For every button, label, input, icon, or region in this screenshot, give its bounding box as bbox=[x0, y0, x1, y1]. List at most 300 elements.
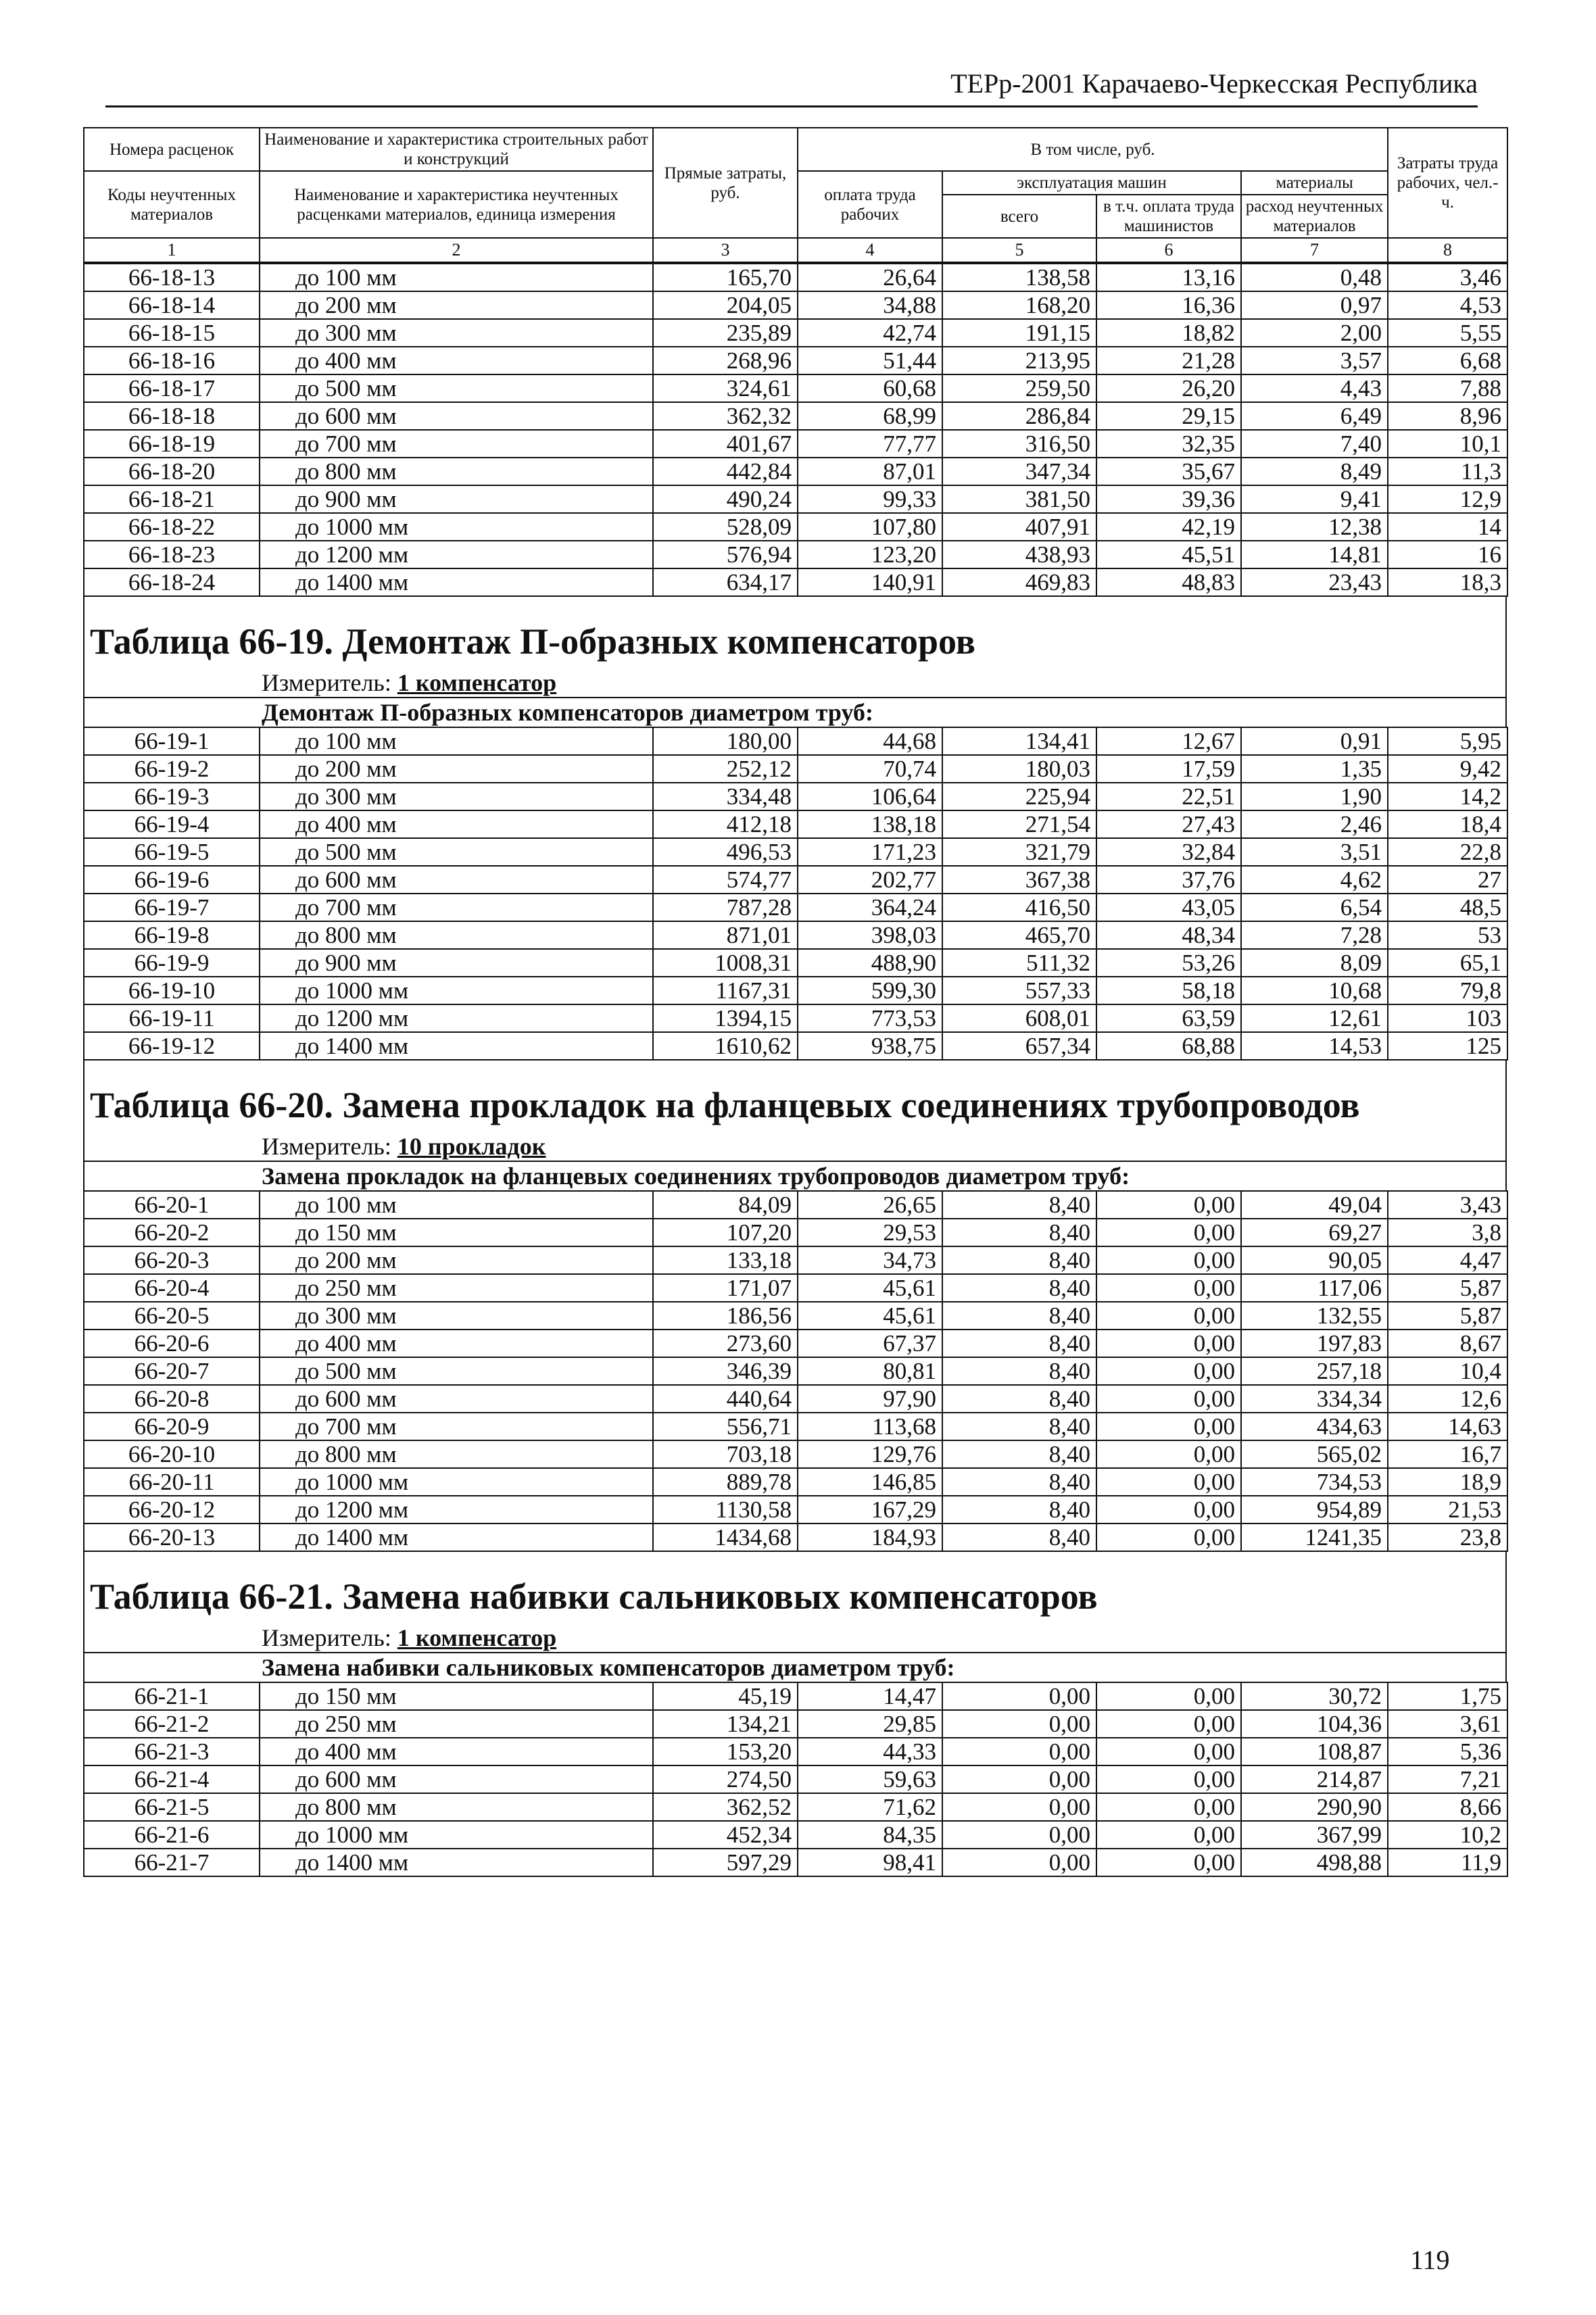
header-material-name: Наименование и характеристика неучтенных расценками материалов, единица измерения bbox=[260, 171, 653, 238]
table-row bbox=[84, 541, 1507, 568]
cost-value: 5,36 bbox=[1388, 1738, 1507, 1765]
pipe-diameter: до 1000 мм bbox=[260, 1821, 653, 1849]
cost-value: 70,74 bbox=[798, 755, 942, 783]
rate-code: 66-18-13 bbox=[84, 264, 260, 291]
column-index: 2 bbox=[260, 238, 653, 262]
cost-value: 180,03 bbox=[942, 755, 1096, 783]
cost-value: 0,00 bbox=[1096, 1524, 1241, 1551]
measure-unit bbox=[84, 1624, 1505, 1653]
cost-value: 168,20 bbox=[942, 291, 1096, 319]
cost-value: 7,21 bbox=[1388, 1765, 1507, 1793]
rate-code: 66-19-4 bbox=[84, 810, 260, 838]
cost-value: 235,89 bbox=[653, 319, 798, 347]
cost-value: 27 bbox=[1388, 866, 1507, 894]
cost-value: 80,81 bbox=[798, 1357, 942, 1385]
rate-code: 66-19-2 bbox=[84, 755, 260, 783]
cost-value: 10,1 bbox=[1388, 430, 1507, 458]
pipe-diameter: до 1400 мм bbox=[260, 1032, 653, 1060]
pipe-diameter: до 300 мм bbox=[260, 319, 653, 347]
pipe-diameter: до 150 мм bbox=[260, 1682, 653, 1710]
cost-value: 23,43 bbox=[1241, 568, 1388, 596]
cost-value: 30,72 bbox=[1241, 1682, 1388, 1710]
cost-value: 334,48 bbox=[653, 783, 798, 810]
cost-value: 440,64 bbox=[653, 1385, 798, 1413]
header-work-name: Наименование и характеристика строительных работ и конструкций bbox=[260, 128, 653, 171]
cost-value: 401,67 bbox=[653, 430, 798, 458]
page-header: ТЕРр-2001 Карачаево-Черкесская Республика bbox=[950, 68, 1478, 99]
table-row bbox=[84, 374, 1507, 402]
rate-code: 66-20-3 bbox=[84, 1246, 260, 1274]
cost-value: 113,68 bbox=[798, 1413, 942, 1440]
cost-value: 202,77 bbox=[798, 866, 942, 894]
cost-value: 1241,35 bbox=[1241, 1524, 1388, 1551]
cost-value: 1167,31 bbox=[653, 977, 798, 1004]
cost-value: 5,95 bbox=[1388, 727, 1507, 755]
cost-value: 44,68 bbox=[798, 727, 942, 755]
cost-value: 68,88 bbox=[1096, 1032, 1241, 1060]
cost-value: 123,20 bbox=[798, 541, 942, 568]
cost-value: 496,53 bbox=[653, 838, 798, 866]
table-row bbox=[84, 1682, 1507, 1710]
cost-value: 10,2 bbox=[1388, 1821, 1507, 1849]
cost-value: 9,41 bbox=[1241, 485, 1388, 513]
cost-value: 59,63 bbox=[798, 1765, 942, 1793]
cost-value: 0,00 bbox=[1096, 1357, 1241, 1385]
cost-value: 608,01 bbox=[942, 1004, 1096, 1032]
cost-value: 8,40 bbox=[942, 1302, 1096, 1330]
cost-value: 1,35 bbox=[1241, 755, 1388, 783]
pipe-diameter: до 900 мм bbox=[260, 949, 653, 977]
table-row bbox=[84, 402, 1507, 430]
cost-value: 0,00 bbox=[1096, 1302, 1241, 1330]
header-rates-number: Номера расценок bbox=[84, 128, 260, 171]
cost-value: 197,83 bbox=[1241, 1330, 1388, 1357]
measure-value: 10 прокладок bbox=[397, 1133, 546, 1160]
cost-value: 125 bbox=[1388, 1032, 1507, 1060]
table-row bbox=[84, 1302, 1507, 1330]
pipe-diameter: до 200 мм bbox=[260, 291, 653, 319]
table-section-header bbox=[83, 1552, 1507, 1682]
pipe-diameter: до 1400 мм bbox=[260, 568, 653, 596]
table-row bbox=[84, 291, 1507, 319]
cost-value: 0,00 bbox=[1096, 1413, 1241, 1440]
cost-value: 434,63 bbox=[1241, 1413, 1388, 1440]
cost-value: 34,73 bbox=[798, 1246, 942, 1274]
cost-value: 17,59 bbox=[1096, 755, 1241, 783]
cost-value: 39,36 bbox=[1096, 485, 1241, 513]
cost-value: 12,38 bbox=[1241, 513, 1388, 541]
pipe-diameter: до 600 мм bbox=[260, 866, 653, 894]
cost-value: 488,90 bbox=[798, 949, 942, 977]
table-row bbox=[84, 319, 1507, 347]
cost-value: 167,29 bbox=[798, 1496, 942, 1524]
cost-value: 1,90 bbox=[1241, 783, 1388, 810]
cost-value: 528,09 bbox=[653, 513, 798, 541]
rates-document bbox=[83, 127, 1507, 1877]
cost-value: 412,18 bbox=[653, 810, 798, 838]
cost-value: 599,30 bbox=[798, 977, 942, 1004]
cost-value: 14,53 bbox=[1241, 1032, 1388, 1060]
cost-value: 0,00 bbox=[1096, 1793, 1241, 1821]
cost-value: 171,23 bbox=[798, 838, 942, 866]
pipe-diameter: до 1200 мм bbox=[260, 1496, 653, 1524]
pipe-diameter: до 400 мм bbox=[260, 810, 653, 838]
cost-value: 186,56 bbox=[653, 1302, 798, 1330]
cost-value: 6,54 bbox=[1241, 894, 1388, 921]
rate-code: 66-18-17 bbox=[84, 374, 260, 402]
cost-value: 97,90 bbox=[798, 1385, 942, 1413]
cost-value: 42,19 bbox=[1096, 513, 1241, 541]
cost-value: 29,15 bbox=[1096, 402, 1241, 430]
work-description: Демонтаж П-образных компенсаторов диаметром труб: bbox=[262, 699, 873, 726]
cost-value: 48,34 bbox=[1096, 921, 1241, 949]
cost-value: 43,05 bbox=[1096, 894, 1241, 921]
cost-value: 364,24 bbox=[798, 894, 942, 921]
pipe-diameter: до 300 мм bbox=[260, 783, 653, 810]
cost-value: 53 bbox=[1388, 921, 1507, 949]
cost-value: 8,40 bbox=[942, 1385, 1096, 1413]
table-title: Таблица 66-20. Замена прокладок на фланцевых соединениях трубопроводов bbox=[90, 1085, 1360, 1125]
cost-value: 271,54 bbox=[942, 810, 1096, 838]
table-row bbox=[84, 727, 1507, 755]
cost-value: 106,64 bbox=[798, 783, 942, 810]
cost-value: 362,52 bbox=[653, 1793, 798, 1821]
rate-code: 66-19-3 bbox=[84, 783, 260, 810]
pipe-diameter: до 1200 мм bbox=[260, 1004, 653, 1032]
cost-value: 8,67 bbox=[1388, 1330, 1507, 1357]
pipe-diameter: до 200 мм bbox=[260, 1246, 653, 1274]
rate-code: 66-19-11 bbox=[84, 1004, 260, 1032]
cost-value: 3,57 bbox=[1241, 347, 1388, 374]
cost-value: 0,91 bbox=[1241, 727, 1388, 755]
cost-value: 132,55 bbox=[1241, 1302, 1388, 1330]
cost-value: 0,00 bbox=[1096, 1710, 1241, 1738]
column-index: 6 bbox=[1096, 238, 1241, 262]
cost-value: 71,62 bbox=[798, 1793, 942, 1821]
table-row bbox=[84, 430, 1507, 458]
cost-value: 22,51 bbox=[1096, 783, 1241, 810]
cost-value: 274,50 bbox=[653, 1765, 798, 1793]
cost-value: 34,88 bbox=[798, 291, 942, 319]
cost-value: 381,50 bbox=[942, 485, 1096, 513]
cost-value: 773,53 bbox=[798, 1004, 942, 1032]
cost-value: 8,40 bbox=[942, 1274, 1096, 1302]
cost-value: 26,20 bbox=[1096, 374, 1241, 402]
cost-value: 90,05 bbox=[1241, 1246, 1388, 1274]
pipe-diameter: до 300 мм bbox=[260, 1302, 653, 1330]
cost-value: 8,40 bbox=[942, 1468, 1096, 1496]
table-row bbox=[84, 347, 1507, 374]
cost-value: 8,40 bbox=[942, 1191, 1096, 1219]
cost-value: 556,71 bbox=[653, 1413, 798, 1440]
column-index: 4 bbox=[798, 238, 942, 262]
cost-value: 3,61 bbox=[1388, 1710, 1507, 1738]
cost-value: 67,37 bbox=[798, 1330, 942, 1357]
table-title: Таблица 66-21. Замена набивки сальниковых компенсаторов bbox=[90, 1576, 1098, 1617]
pipe-diameter: до 250 мм bbox=[260, 1710, 653, 1738]
cost-value: 214,87 bbox=[1241, 1765, 1388, 1793]
cost-value: 367,99 bbox=[1241, 1821, 1388, 1849]
cost-value: 14 bbox=[1388, 513, 1507, 541]
table-row bbox=[84, 1413, 1507, 1440]
cost-value: 0,00 bbox=[942, 1849, 1096, 1876]
cost-value: 133,18 bbox=[653, 1246, 798, 1274]
header-machinist-pay: в т.ч. оплата труда машинистов bbox=[1096, 195, 1241, 238]
cost-value: 4,53 bbox=[1388, 291, 1507, 319]
rate-code: 66-18-23 bbox=[84, 541, 260, 568]
cost-value: 268,96 bbox=[653, 347, 798, 374]
table-row bbox=[84, 1710, 1507, 1738]
cost-value: 7,40 bbox=[1241, 430, 1388, 458]
cost-value: 16,7 bbox=[1388, 1440, 1507, 1468]
cost-value: 138,58 bbox=[942, 264, 1096, 291]
work-description: Замена прокладок на фланцевых соединениях трубопроводов диаметром труб: bbox=[262, 1163, 1130, 1190]
rate-code: 66-21-6 bbox=[84, 1821, 260, 1849]
cost-value: 0,00 bbox=[942, 1738, 1096, 1765]
cost-value: 557,33 bbox=[942, 977, 1096, 1004]
cost-value: 191,15 bbox=[942, 319, 1096, 347]
cost-value: 10,68 bbox=[1241, 977, 1388, 1004]
pipe-diameter: до 1400 мм bbox=[260, 1524, 653, 1551]
rate-code: 66-20-8 bbox=[84, 1385, 260, 1413]
cost-value: 44,33 bbox=[798, 1738, 942, 1765]
table-row bbox=[84, 1765, 1507, 1793]
rate-code: 66-18-19 bbox=[84, 430, 260, 458]
table-row bbox=[84, 1274, 1507, 1302]
pipe-diameter: до 1000 мм bbox=[260, 1468, 653, 1496]
cost-value: 367,38 bbox=[942, 866, 1096, 894]
rate-code: 66-18-15 bbox=[84, 319, 260, 347]
cost-value: 442,84 bbox=[653, 458, 798, 485]
cost-value: 347,34 bbox=[942, 458, 1096, 485]
header-including: В том числе, руб. bbox=[798, 128, 1388, 171]
header-worker-pay: оплата труда рабочих bbox=[798, 171, 942, 238]
cost-value: 108,87 bbox=[1241, 1738, 1388, 1765]
cost-value: 51,44 bbox=[798, 347, 942, 374]
cost-value: 0,00 bbox=[1096, 1330, 1241, 1357]
cost-value: 12,9 bbox=[1388, 485, 1507, 513]
header-material-usage: расход неучтенных материалов bbox=[1241, 195, 1388, 238]
cost-value: 18,4 bbox=[1388, 810, 1507, 838]
pipe-diameter: до 600 мм bbox=[260, 1385, 653, 1413]
pipe-diameter: до 700 мм bbox=[260, 894, 653, 921]
pipe-diameter: до 400 мм bbox=[260, 347, 653, 374]
cost-value: 8,40 bbox=[942, 1246, 1096, 1274]
rate-code: 66-21-2 bbox=[84, 1710, 260, 1738]
table-row bbox=[84, 1191, 1507, 1219]
cost-value: 0,00 bbox=[1096, 1496, 1241, 1524]
rate-code: 66-19-7 bbox=[84, 894, 260, 921]
cost-value: 8,40 bbox=[942, 1440, 1096, 1468]
rate-code: 66-20-5 bbox=[84, 1302, 260, 1330]
measure-value: 1 компенсатор bbox=[397, 669, 557, 696]
cost-value: 273,60 bbox=[653, 1330, 798, 1357]
measure-label: Измеритель: bbox=[262, 1624, 391, 1651]
table-row bbox=[84, 568, 1507, 596]
pipe-diameter: до 800 мм bbox=[260, 1793, 653, 1821]
table-row bbox=[84, 458, 1507, 485]
cost-value: 23,8 bbox=[1388, 1524, 1507, 1551]
cost-value: 6,49 bbox=[1241, 402, 1388, 430]
cost-value: 452,34 bbox=[653, 1821, 798, 1849]
cost-value: 146,85 bbox=[798, 1468, 942, 1496]
cost-value: 8,40 bbox=[942, 1219, 1096, 1246]
cost-value: 3,43 bbox=[1388, 1191, 1507, 1219]
table-row bbox=[84, 1821, 1507, 1849]
rate-code: 66-19-8 bbox=[84, 921, 260, 949]
header-material-codes: Коды неучтенных материалов bbox=[84, 171, 260, 238]
column-index: 3 bbox=[653, 238, 798, 262]
table-row bbox=[84, 1219, 1507, 1246]
pipe-diameter: до 400 мм bbox=[260, 1330, 653, 1357]
table-row bbox=[84, 866, 1507, 894]
cost-value: 3,51 bbox=[1241, 838, 1388, 866]
cost-value: 7,88 bbox=[1388, 374, 1507, 402]
cost-value: 35,67 bbox=[1096, 458, 1241, 485]
cost-value: 8,09 bbox=[1241, 949, 1388, 977]
cost-value: 8,40 bbox=[942, 1496, 1096, 1524]
cost-value: 1394,15 bbox=[653, 1004, 798, 1032]
cost-value: 398,03 bbox=[798, 921, 942, 949]
table-row bbox=[84, 1738, 1507, 1765]
cost-value: 0,00 bbox=[1096, 1274, 1241, 1302]
cost-value: 8,49 bbox=[1241, 458, 1388, 485]
cost-value: 565,02 bbox=[1241, 1440, 1388, 1468]
rate-code: 66-20-4 bbox=[84, 1274, 260, 1302]
rates-table bbox=[83, 263, 1508, 597]
cost-value: 0,00 bbox=[1096, 1468, 1241, 1496]
rate-code: 66-19-1 bbox=[84, 727, 260, 755]
cost-value: 26,65 bbox=[798, 1191, 942, 1219]
cost-value: 0,00 bbox=[1096, 1738, 1241, 1765]
cost-value: 0,00 bbox=[942, 1793, 1096, 1821]
cost-value: 32,84 bbox=[1096, 838, 1241, 866]
cost-value: 12,67 bbox=[1096, 727, 1241, 755]
cost-value: 60,68 bbox=[798, 374, 942, 402]
pipe-diameter: до 100 мм bbox=[260, 264, 653, 291]
pipe-diameter: до 800 мм bbox=[260, 1440, 653, 1468]
cost-value: 22,8 bbox=[1388, 838, 1507, 866]
pipe-diameter: до 700 мм bbox=[260, 430, 653, 458]
cost-value: 18,3 bbox=[1388, 568, 1507, 596]
rate-code: 66-18-22 bbox=[84, 513, 260, 541]
cost-value: 12,6 bbox=[1388, 1385, 1507, 1413]
measure-unit bbox=[84, 1132, 1505, 1162]
cost-value: 0,00 bbox=[1096, 1765, 1241, 1793]
rates-table bbox=[83, 727, 1508, 1061]
cost-value: 316,50 bbox=[942, 430, 1096, 458]
table-row bbox=[84, 1004, 1507, 1032]
pipe-diameter: до 1000 мм bbox=[260, 513, 653, 541]
table-row bbox=[84, 513, 1507, 541]
cost-value: 213,95 bbox=[942, 347, 1096, 374]
table-row bbox=[84, 755, 1507, 783]
cost-value: 290,90 bbox=[1241, 1793, 1388, 1821]
cost-value: 65,1 bbox=[1388, 949, 1507, 977]
cost-value: 938,75 bbox=[798, 1032, 942, 1060]
cost-value: 703,18 bbox=[653, 1440, 798, 1468]
cost-value: 8,96 bbox=[1388, 402, 1507, 430]
cost-value: 21,53 bbox=[1388, 1496, 1507, 1524]
header-rule bbox=[105, 105, 1478, 107]
cost-value: 498,88 bbox=[1241, 1849, 1388, 1876]
table-row bbox=[84, 1468, 1507, 1496]
cost-value: 104,36 bbox=[1241, 1710, 1388, 1738]
cost-value: 4,47 bbox=[1388, 1246, 1507, 1274]
rate-code: 66-18-18 bbox=[84, 402, 260, 430]
cost-value: 2,46 bbox=[1241, 810, 1388, 838]
cost-value: 8,66 bbox=[1388, 1793, 1507, 1821]
pipe-diameter: до 800 мм bbox=[260, 458, 653, 485]
cost-value: 0,00 bbox=[1096, 1219, 1241, 1246]
rate-code: 66-20-2 bbox=[84, 1219, 260, 1246]
cost-value: 68,99 bbox=[798, 402, 942, 430]
table-title: Таблица 66-19. Демонтаж П-образных компенсаторов bbox=[90, 621, 975, 662]
cost-value: 334,34 bbox=[1241, 1385, 1388, 1413]
cost-value: 134,41 bbox=[942, 727, 1096, 755]
cost-value: 7,28 bbox=[1241, 921, 1388, 949]
cost-value: 871,01 bbox=[653, 921, 798, 949]
cost-value: 6,68 bbox=[1388, 347, 1507, 374]
cost-value: 576,94 bbox=[653, 541, 798, 568]
table-row bbox=[84, 485, 1507, 513]
cost-value: 954,89 bbox=[1241, 1496, 1388, 1524]
cost-value: 184,93 bbox=[798, 1524, 942, 1551]
cost-value: 252,12 bbox=[653, 755, 798, 783]
table-row bbox=[84, 949, 1507, 977]
cost-value: 362,32 bbox=[653, 402, 798, 430]
pipe-diameter: до 400 мм bbox=[260, 1738, 653, 1765]
rate-code: 66-19-5 bbox=[84, 838, 260, 866]
cost-value: 69,27 bbox=[1241, 1219, 1388, 1246]
cost-value: 134,21 bbox=[653, 1710, 798, 1738]
header-materials: материалы bbox=[1241, 171, 1388, 195]
cost-value: 0,00 bbox=[1096, 1682, 1241, 1710]
cost-value: 117,06 bbox=[1241, 1274, 1388, 1302]
pipe-diameter: до 600 мм bbox=[260, 402, 653, 430]
cost-value: 140,91 bbox=[798, 568, 942, 596]
cost-value: 171,07 bbox=[653, 1274, 798, 1302]
cost-value: 0,00 bbox=[1096, 1246, 1241, 1274]
rate-code: 66-19-10 bbox=[84, 977, 260, 1004]
cost-value: 45,61 bbox=[798, 1302, 942, 1330]
cost-value: 12,61 bbox=[1241, 1004, 1388, 1032]
cost-value: 574,77 bbox=[653, 866, 798, 894]
page-number: 119 bbox=[1410, 2245, 1450, 2275]
cost-value: 490,24 bbox=[653, 485, 798, 513]
measure-label: Измеритель: bbox=[262, 1133, 391, 1160]
cost-value: 48,5 bbox=[1388, 894, 1507, 921]
table-row bbox=[84, 1793, 1507, 1821]
pipe-diameter: до 150 мм bbox=[260, 1219, 653, 1246]
cost-value: 407,91 bbox=[942, 513, 1096, 541]
cost-value: 18,82 bbox=[1096, 319, 1241, 347]
table-section-header bbox=[83, 1061, 1507, 1190]
cost-value: 2,00 bbox=[1241, 319, 1388, 347]
pipe-diameter: до 600 мм bbox=[260, 1765, 653, 1793]
cost-value: 84,35 bbox=[798, 1821, 942, 1849]
cost-value: 787,28 bbox=[653, 894, 798, 921]
table-row bbox=[84, 264, 1507, 291]
table-row bbox=[84, 921, 1507, 949]
cost-value: 180,00 bbox=[653, 727, 798, 755]
cost-value: 597,29 bbox=[653, 1849, 798, 1876]
cost-value: 225,94 bbox=[942, 783, 1096, 810]
pipe-diameter: до 100 мм bbox=[260, 727, 653, 755]
cost-value: 129,76 bbox=[798, 1440, 942, 1468]
cost-value: 8,40 bbox=[942, 1413, 1096, 1440]
cost-value: 14,47 bbox=[798, 1682, 942, 1710]
